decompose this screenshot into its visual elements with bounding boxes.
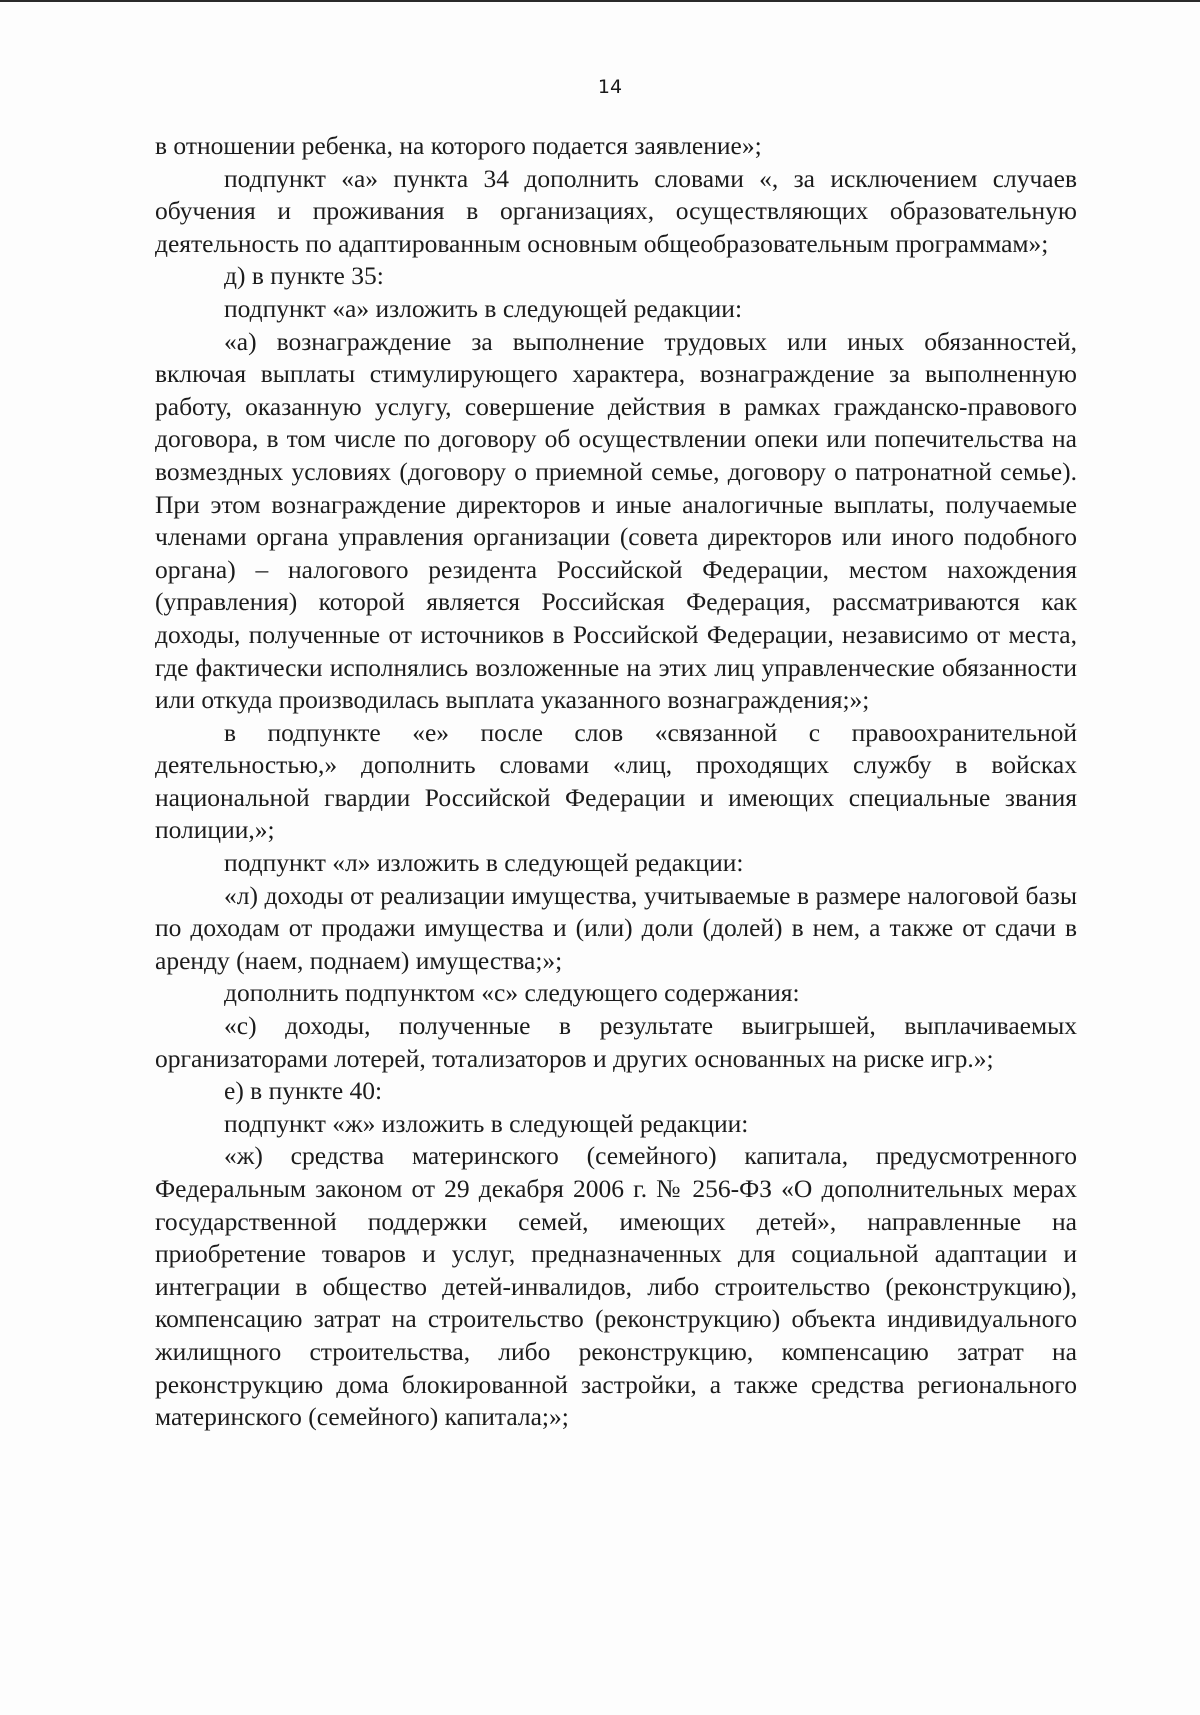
document-body [155, 130, 1077, 1434]
paragraph: в подпункте «е» после слов «связанной с правоохранительной деятельностью,» дополнить словами «лиц, проходящих службу в войсках национальной гвардии Российской Федерации и имеющих специальные звания полиции,»; [155, 717, 1077, 845]
page-number: 14 [597, 76, 623, 98]
paragraph: подпункт «а» изложить в следующей редакции: [224, 293, 743, 323]
paragraph: подпункт «а» пункта 34 дополнить словами «, за исключением случаев обучения и проживания в организациях, осуществляющих образовательную деятельность по адаптированным основным общеобразовательным программам»; [155, 163, 1077, 258]
paragraph: д) в пункте 35: [224, 261, 384, 291]
paragraph: подпункт «ж» изложить в следующей редакции: [224, 1108, 749, 1138]
paragraph: дополнить подпунктом «с» следующего содержания: [224, 978, 800, 1008]
paragraph: в отношении ребенка, на которого подается заявление»; [155, 131, 762, 160]
paragraph: «л) доходы от реализации имущества, учитываемые в размере налоговой базы по доходам от продажи имущества и (или) доли (долей) в нем, а также от сдачи в аренду (наем, поднаем) имущества;»; [155, 880, 1077, 975]
paragraph: «ж) средства материнского (семейного) капитала, предусмотренного Федеральным законом от 29 декабря 2006 г. № 256-ФЗ «О дополнительных мерах государственной поддержки семей, имеющих детей», направленные на приобретение товаров и услуг, предназначенных для социальной адаптации и интеграции в общество детей-инвалидов, либо строительство (реконструкцию), компенсацию затрат на строительство (реконструкцию) объекта индивидуального жилищного строительства, либо реконструкцию, компенсацию затрат на реконструкцию дома блокированной застройки, а также средства регионального материнского (семейного) капитала;»; [155, 1141, 1077, 1432]
paragraph: «с) доходы, полученные в результате выигрышей, выплачиваемых организаторами лотерей, тотализаторов и других основанных на риске игр.»; [155, 1011, 1077, 1073]
paragraph: е) в пункте 40: [224, 1076, 383, 1106]
paragraph: подпункт «л» изложить в следующей редакции: [224, 848, 744, 878]
paragraph: «а) вознаграждение за выполнение трудовых или иных обязанностей, включая выплаты стимулирующего характера, вознаграждение за выполненную работу, оказанную услугу, совершение действия в рамках гражданско-правового договора, в том числе по договору об осуществлении опеки или попечительства на возмездных условиях (договору о приемной семье, договору о патронатной семье). При этом вознаграждение директоров и иные аналогичные выплаты, получаемые членами органа управления организации (совета директоров или иного подобного органа) – налогового резидента Российской Федерации, местом нахождения (управления) которой является Российская Федерация, рассматриваются как доходы, полученные от источников в Российской Федерации, независимо от места, где фактически исполнялись возложенные на этих лиц управленческие обязанности или откуда производилась выплата указанного вознаграждения;»; [155, 326, 1077, 715]
